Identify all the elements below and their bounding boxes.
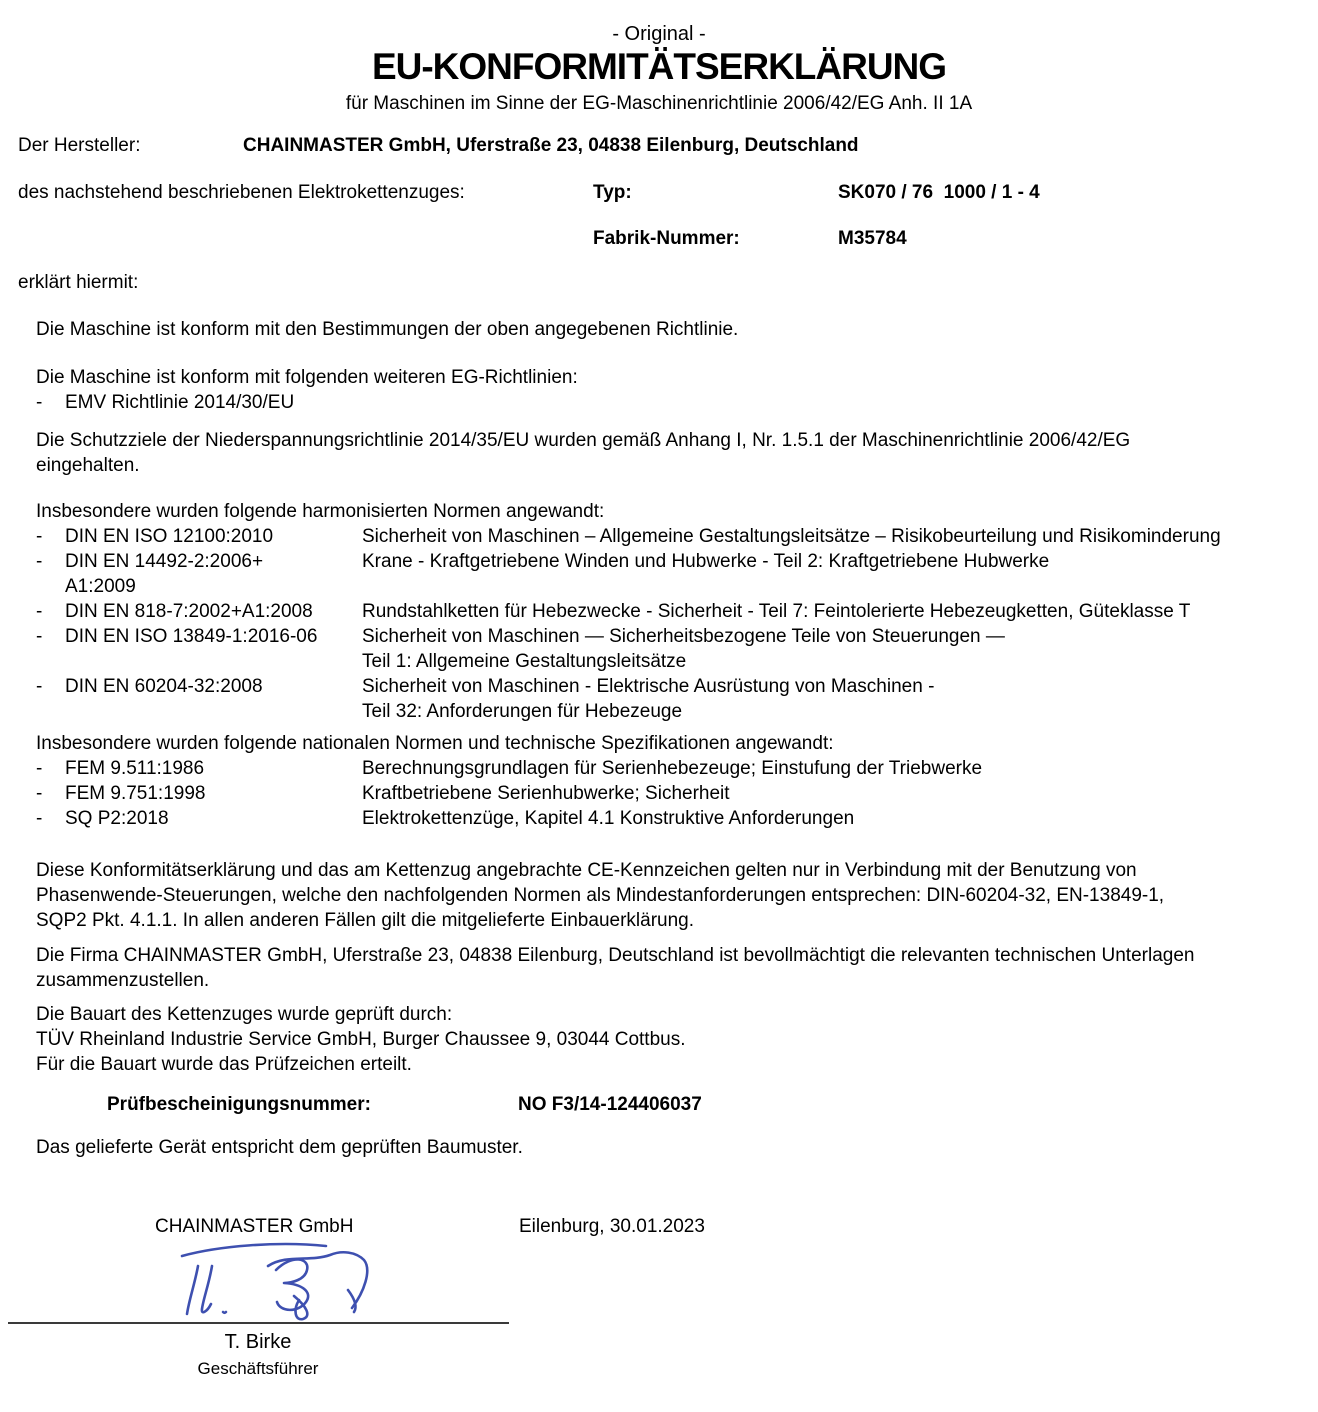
type-value: SK070 / 76 1000 / 1 - 4 bbox=[838, 182, 1040, 203]
low-voltage-line2: eingehalten. bbox=[36, 455, 140, 476]
device-intro: des nachstehend beschriebenen Elektrokettenzuges: bbox=[18, 182, 465, 203]
norm-desc: Sicherheit von Maschinen — Sicherheitsbezogene Teile von Steuerungen — Teil 1: Allgemeine Gestaltungsleitsätze bbox=[362, 626, 1005, 672]
certificate-number: NO F3/14-124406037 bbox=[518, 1094, 702, 1115]
manufacturer-label: Der Hersteller: bbox=[18, 135, 141, 156]
list-dash: - bbox=[36, 676, 43, 697]
other-directives-list bbox=[36, 390, 294, 415]
low-voltage-line1: Die Schutzziele der Niederspannungsrichtlinie 2014/35/EU wurden gemäß Anhang I, Nr. 1.5.1 der Maschinenrichtlinie 2006/42/EG bbox=[36, 430, 1131, 451]
list-dash: - bbox=[36, 758, 43, 779]
list-dash: - bbox=[36, 392, 43, 413]
signature-place-date: Eilenburg, 30.01.2023 bbox=[519, 1216, 705, 1237]
norm-desc: Sicherheit von Maschinen – Allgemeine Gestaltungsleitsätze – Risikobeurteilung und Risikominderung bbox=[362, 526, 1221, 547]
directive-item: EMV Richtlinie 2014/30/EU bbox=[65, 392, 295, 413]
harmonized-heading: Insbesondere wurden folgende harmonisierten Normen angewandt: bbox=[36, 501, 605, 522]
manufacturer-value: CHAINMASTER GmbH, Uferstraße 23, 04838 Eilenburg, Deutschland bbox=[243, 135, 859, 156]
ce-paragraph: Diese Konformitätserklärung und das am Kettenzug angebrachte CE-Kennzeichen gelten nur in Verbindung mit der Benutzung von Phasenwende-Steuerungen, welche den nachfolgenden Normen als Mindestanforderungen entsprechen: DIN-60204-32, EN-13849-1, SQP2 Pkt. 4.1.1. In allen anderen Fällen gilt die mitgelieferte Einbauerklärung. bbox=[36, 860, 1165, 931]
list-dash: - bbox=[36, 783, 43, 804]
list-dash: - bbox=[36, 808, 43, 829]
norm-desc: Rundstahlketten für Hebezwecke - Sicherheit - Teil 7: Feintolerierte Hebezeugketten, Güteklasse T bbox=[362, 601, 1191, 622]
page-title: EU-KONFORMITÄTSERKLÄRUNG bbox=[371, 46, 947, 87]
norm-desc: Berechnungsgrundlagen für Serienhebezeuge; Einstufung der Triebwerke bbox=[362, 758, 983, 779]
list-dash: - bbox=[36, 601, 43, 622]
signatory-name: T. Birke bbox=[224, 1331, 292, 1353]
signatory-role: Geschäftsführer bbox=[197, 1359, 319, 1378]
certificate-label: Prüfbescheinigungsnummer: bbox=[107, 1094, 371, 1115]
norm-desc: Sicherheit von Maschinen - Elektrische Ausrüstung von Maschinen - Teil 32: Anforderungen für Hebezeuge bbox=[362, 676, 935, 722]
low-voltage-paragraph bbox=[36, 428, 1130, 478]
norm-desc: Kraftbetriebene Serienhubwerke; Sicherheit bbox=[362, 783, 730, 804]
norm-code: FEM 9.751:1998 bbox=[65, 783, 206, 804]
norm-code: DIN EN 60204-32:2008 bbox=[65, 676, 263, 697]
type-test-paragraph: Die Bauart des Kettenzuges wurde geprüft durch: TÜV Rheinland Industrie Service GmbH, Burger Chaussee 9, 03044 Cottbus. Für die Bauart wurde das Prüfzeichen erteilt. bbox=[36, 1004, 686, 1075]
declaration-intro: erklärt hiermit: bbox=[18, 272, 139, 293]
original-label: - Original - bbox=[612, 23, 706, 45]
norm-code: DIN EN 14492-2:2006+ A1:2009 bbox=[65, 551, 264, 597]
authorized-paragraph: Die Firma CHAINMASTER GmbH, Uferstraße 23, 04838 Eilenburg, Deutschland ist bevollmächtigt die relevanten technischen Unterlagen zusammenzustellen. bbox=[36, 945, 1195, 991]
page-subtitle: für Maschinen im Sinne der EG-Maschinenrichtlinie 2006/42/EG Anh. II 1A bbox=[345, 93, 973, 114]
list-dash: - bbox=[36, 551, 43, 572]
national-norms-list bbox=[36, 756, 1306, 831]
norm-code: SQ P2:2018 bbox=[65, 808, 169, 829]
harmonized-norms-list bbox=[36, 524, 1306, 724]
delivered-statement: Das gelieferte Gerät entspricht dem geprüften Baumuster. bbox=[36, 1137, 523, 1158]
signature-company: CHAINMASTER GmbH bbox=[155, 1216, 354, 1237]
norm-desc: Krane - Kraftgetriebene Winden und Hubwerke - Teil 2: Kraftgetriebene Hubwerke bbox=[362, 551, 1050, 572]
national-heading: Insbesondere wurden folgende nationalen Normen und technische Spezifikationen angewandt: bbox=[36, 733, 834, 754]
norm-code: DIN EN ISO 12100:2010 bbox=[65, 526, 274, 547]
norm-code: FEM 9.511:1986 bbox=[65, 758, 205, 779]
serial-value: M35784 bbox=[838, 228, 907, 249]
conformity-main: Die Maschine ist konform mit den Bestimmungen der oben angegebenen Richtlinie. bbox=[36, 319, 739, 340]
other-directives-heading: Die Maschine ist konform mit folgenden weiteren EG-Richtlinien: bbox=[36, 367, 578, 388]
norm-code: DIN EN ISO 13849-1:2016-06 bbox=[65, 626, 318, 647]
list-dash: - bbox=[36, 526, 43, 547]
norm-code: DIN EN 818-7:2002+A1:2008 bbox=[65, 601, 313, 622]
handwritten-signature bbox=[158, 1238, 398, 1324]
signature-rule bbox=[8, 1322, 509, 1324]
list-dash: - bbox=[36, 626, 43, 647]
type-label: Typ: bbox=[593, 182, 632, 203]
serial-label: Fabrik-Nummer: bbox=[593, 228, 740, 249]
norm-desc: Elektrokettenzüge, Kapitel 4.1 Konstruktive Anforderungen bbox=[362, 808, 855, 829]
